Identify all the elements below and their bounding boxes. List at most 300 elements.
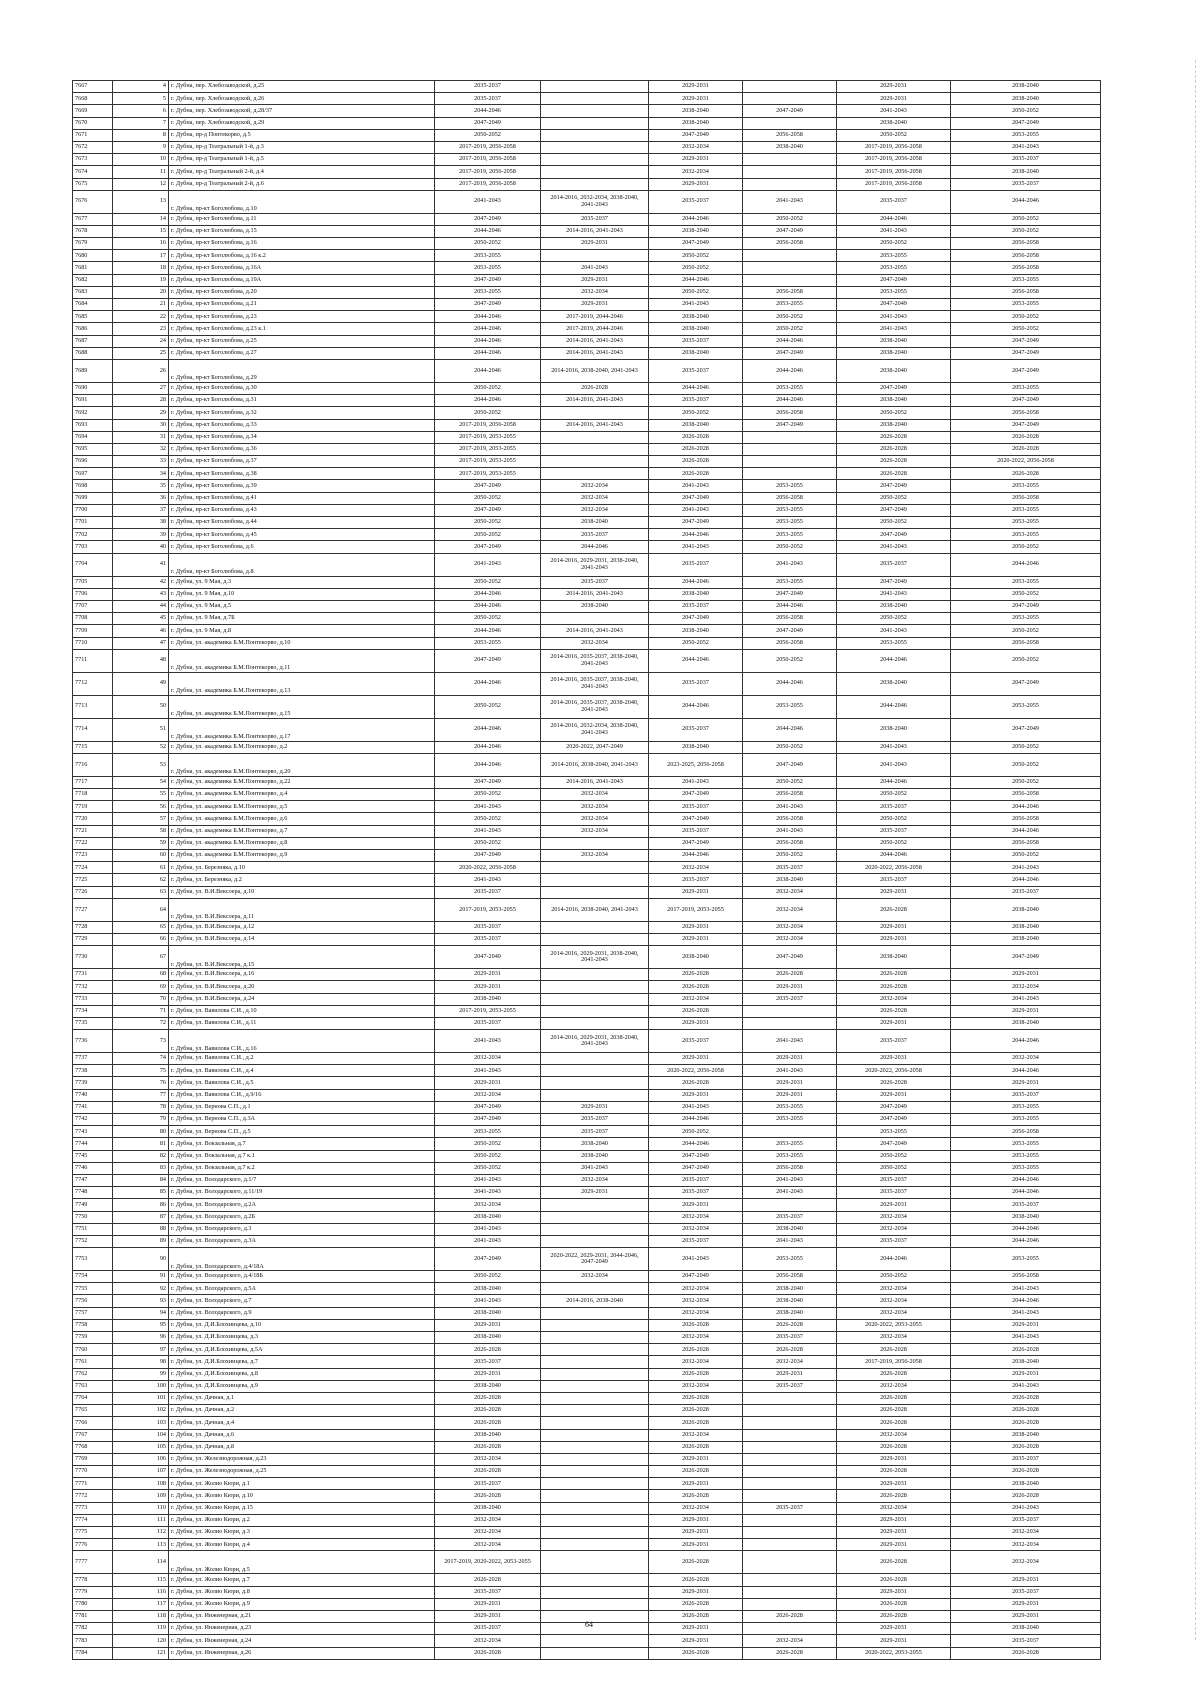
row-code-cell: 7776 <box>73 1539 113 1551</box>
period-6-cell: 2038-2040 <box>951 1429 1101 1441</box>
row-code-cell: 7740 <box>73 1089 113 1101</box>
period-1-cell: 2026-2028 <box>435 1490 541 1502</box>
period-3-cell: 2032-2034 <box>649 1502 743 1514</box>
period-3-cell: 2029-2031 <box>649 1514 743 1526</box>
address-cell: г. Дубна, ул. Березняка, д.2 <box>169 874 435 886</box>
table-row <box>73 1598 1101 1610</box>
address-cell: г. Дубна, пр-кт Боголюбова, д.19А <box>169 274 435 286</box>
table-row <box>73 1101 1101 1113</box>
period-6-cell: 2038-2040 <box>951 933 1101 945</box>
period-5-cell: 2029-2031 <box>837 1089 951 1101</box>
row-index-cell: 52 <box>113 741 169 753</box>
row-code-cell: 7711 <box>73 649 113 672</box>
period-3-cell: 2029-2031 <box>649 1539 743 1551</box>
row-code-cell: 7766 <box>73 1417 113 1429</box>
row-code-cell: 7744 <box>73 1138 113 1150</box>
period-2-cell <box>541 1527 649 1539</box>
period-5-cell: 2020-2022, 2056-2058 <box>837 1065 951 1077</box>
period-1-cell: 2047-2049 <box>435 850 541 862</box>
period-2-cell <box>541 1344 649 1356</box>
period-1-cell: 2041-2043 <box>435 1030 541 1053</box>
period-6-cell: 2026-2028 <box>951 1344 1101 1356</box>
period-5-cell: 2026-2028 <box>837 1417 951 1429</box>
row-index-cell: 112 <box>113 1527 169 1539</box>
period-3-cell: 2038-2040 <box>649 625 743 637</box>
period-6-cell: 2038-2040 <box>951 1017 1101 1029</box>
table-row <box>73 1199 1101 1211</box>
period-4-cell <box>743 1441 837 1453</box>
period-5-cell: 2029-2031 <box>837 1635 951 1647</box>
period-5-cell: 2038-2040 <box>837 946 951 969</box>
period-2-cell <box>541 837 649 849</box>
row-index-cell: 59 <box>113 837 169 849</box>
period-5-cell: 2029-2031 <box>837 1453 951 1465</box>
row-code-cell: 7753 <box>73 1248 113 1271</box>
period-6-cell: 2044-2046 <box>951 1030 1101 1053</box>
row-code-cell: 7696 <box>73 456 113 468</box>
period-6-cell: 2041-2043 <box>951 1283 1101 1295</box>
row-code-cell: 7717 <box>73 776 113 788</box>
period-1-cell: 2050-2052 <box>435 576 541 588</box>
table-row <box>73 456 1101 468</box>
table-row <box>73 1417 1101 1429</box>
row-index-cell: 32 <box>113 443 169 455</box>
address-cell: г. Дубна, ул. Д.И.Блохинцева, д.3 <box>169 1332 435 1344</box>
period-5-cell: 2041-2043 <box>837 323 951 335</box>
period-2-cell <box>541 1199 649 1211</box>
period-3-cell: 2035-2037 <box>649 825 743 837</box>
address-cell: г. Дубна, ул. 9 Мая, д.8 <box>169 625 435 637</box>
row-code-cell: 7687 <box>73 335 113 347</box>
row-code-cell: 7762 <box>73 1368 113 1380</box>
period-6-cell: 2038-2040 <box>951 1211 1101 1223</box>
period-3-cell: 2029-2031 <box>649 1453 743 1465</box>
row-index-cell: 80 <box>113 1126 169 1138</box>
period-4-cell: 2056-2058 <box>743 613 837 625</box>
period-2-cell: 2032-2034 <box>541 637 649 649</box>
row-code-cell: 7741 <box>73 1101 113 1113</box>
row-code-cell: 7698 <box>73 480 113 492</box>
address-cell: г. Дубна, ул. 9 Мая, д.10 <box>169 588 435 600</box>
period-5-cell: 2029-2031 <box>837 921 951 933</box>
address-cell: г. Дубна, пр-кт Боголюбова, д.41 <box>169 492 435 504</box>
row-index-cell: 54 <box>113 776 169 788</box>
period-4-cell <box>743 1527 837 1539</box>
period-5-cell: 2050-2052 <box>837 1162 951 1174</box>
period-6-cell: 2029-2031 <box>951 969 1101 981</box>
period-1-cell: 2044-2046 <box>435 323 541 335</box>
table-row <box>73 541 1101 553</box>
period-5-cell: 2026-2028 <box>837 443 951 455</box>
period-1-cell: 2050-2052 <box>435 1162 541 1174</box>
period-5-cell: 2017-2019, 2056-2058 <box>837 1356 951 1368</box>
table-row <box>73 1017 1101 1029</box>
period-5-cell: 2047-2049 <box>837 529 951 541</box>
row-code-cell: 7673 <box>73 154 113 166</box>
period-3-cell: 2035-2037 <box>649 600 743 612</box>
period-4-cell: 2053-2055 <box>743 299 837 311</box>
row-code-cell: 7734 <box>73 1005 113 1017</box>
period-2-cell: 2035-2037 <box>541 576 649 588</box>
period-6-cell: 2032-2034 <box>951 1539 1101 1551</box>
period-5-cell: 2038-2040 <box>837 117 951 129</box>
row-code-cell: 7784 <box>73 1647 113 1659</box>
period-3-cell: 2047-2049 <box>649 813 743 825</box>
address-cell: г. Дубна, ул. академика Б.М.Понтекорво, д.20 <box>169 753 435 776</box>
address-cell: г. Дубна, пр-кт Боголюбова, д.34 <box>169 431 435 443</box>
period-1-cell: 2041-2043 <box>435 190 541 213</box>
period-4-cell: 2056-2058 <box>743 238 837 250</box>
row-code-cell: 7755 <box>73 1283 113 1295</box>
period-4-cell: 2056-2058 <box>743 789 837 801</box>
period-3-cell: 2038-2040 <box>649 419 743 431</box>
period-1-cell: 2032-2034 <box>435 1089 541 1101</box>
period-4-cell: 2044-2046 <box>743 395 837 407</box>
address-cell: г. Дубна, ул. Володарского, д.1/7 <box>169 1174 435 1186</box>
period-4-cell: 2035-2037 <box>743 1332 837 1344</box>
period-5-cell: 2029-2031 <box>837 81 951 93</box>
address-cell: г. Дубна, пр-д Театральный 2-й, д.6 <box>169 178 435 190</box>
table-row <box>73 600 1101 612</box>
row-index-cell: 118 <box>113 1610 169 1622</box>
period-6-cell: 2053-2055 <box>951 1162 1101 1174</box>
period-5-cell: 2047-2049 <box>837 480 951 492</box>
table-row <box>73 1271 1101 1283</box>
period-2-cell: 2014-2016, 2041-2043 <box>541 625 649 637</box>
period-3-cell: 2047-2049 <box>649 789 743 801</box>
period-5-cell: 2050-2052 <box>837 517 951 529</box>
row-code-cell: 7754 <box>73 1271 113 1283</box>
period-3-cell: 2026-2028 <box>649 1417 743 1429</box>
period-2-cell: 2014-2016, 2035-2037, 2038-2040, 2041-2043 <box>541 672 649 695</box>
period-1-cell: 2038-2040 <box>435 993 541 1005</box>
row-code-cell: 7686 <box>73 323 113 335</box>
row-index-cell: 68 <box>113 969 169 981</box>
period-2-cell: 2014-2016, 2038-2040, 2041-2043 <box>541 753 649 776</box>
row-index-cell: 93 <box>113 1295 169 1307</box>
period-4-cell: 2038-2040 <box>743 1307 837 1319</box>
period-6-cell: 2026-2028 <box>951 468 1101 480</box>
period-2-cell: 2035-2037 <box>541 529 649 541</box>
period-1-cell: 2050-2052 <box>435 129 541 141</box>
address-cell: г. Дубна, ул. Жолио Кюри, д.15 <box>169 1502 435 1514</box>
period-4-cell: 2032-2034 <box>743 1635 837 1647</box>
period-3-cell: 2038-2040 <box>649 946 743 969</box>
period-1-cell: 2050-2052 <box>435 529 541 541</box>
period-4-cell: 2026-2028 <box>743 1319 837 1331</box>
address-cell: г. Дубна, ул. Вернова С.П., д.3А <box>169 1114 435 1126</box>
period-4-cell <box>743 468 837 480</box>
period-6-cell: 2041-2043 <box>951 862 1101 874</box>
period-3-cell: 2029-2031 <box>649 154 743 166</box>
period-1-cell: 2044-2046 <box>435 335 541 347</box>
row-code-cell: 7764 <box>73 1392 113 1404</box>
row-index-cell: 85 <box>113 1187 169 1199</box>
row-code-cell: 7768 <box>73 1441 113 1453</box>
address-cell: г. Дубна, ул. Д.И.Блохинцева, д.9 <box>169 1380 435 1392</box>
table-row <box>73 1514 1101 1526</box>
period-3-cell: 2047-2049 <box>649 613 743 625</box>
row-index-cell: 101 <box>113 1392 169 1404</box>
period-1-cell: 2035-2037 <box>435 1586 541 1598</box>
period-6-cell: 2029-2031 <box>951 1368 1101 1380</box>
address-cell: г. Дубна, ул. академика Б.М.Понтекорво, д.6 <box>169 813 435 825</box>
period-1-cell: 2026-2028 <box>435 1405 541 1417</box>
period-5-cell: 2038-2040 <box>837 600 951 612</box>
address-cell: г. Дубна, пр-кт Боголюбова, д.11 <box>169 213 435 225</box>
table-row <box>73 1332 1101 1344</box>
row-code-cell: 7727 <box>73 898 113 921</box>
period-4-cell: 2053-2055 <box>743 480 837 492</box>
row-code-cell: 7699 <box>73 492 113 504</box>
period-5-cell: 2041-2043 <box>837 311 951 323</box>
row-code-cell: 7676 <box>73 190 113 213</box>
period-2-cell <box>541 93 649 105</box>
address-cell: г. Дубна, пр-кт Боголюбова, д.21 <box>169 299 435 311</box>
address-cell: г. Дубна, ул. Володарского, д.4/18Б <box>169 1271 435 1283</box>
period-5-cell: 2038-2040 <box>837 335 951 347</box>
table-row <box>73 886 1101 898</box>
period-5-cell: 2035-2037 <box>837 874 951 886</box>
period-2-cell: 2014-2016, 2038-2040, 2041-2043 <box>541 898 649 921</box>
period-5-cell: 2026-2028 <box>837 898 951 921</box>
period-5-cell: 2032-2034 <box>837 1223 951 1235</box>
table-row <box>73 395 1101 407</box>
period-2-cell <box>541 1283 649 1295</box>
row-index-cell: 110 <box>113 1502 169 1514</box>
period-3-cell: 2026-2028 <box>649 1319 743 1331</box>
period-5-cell: 2032-2034 <box>837 1211 951 1223</box>
period-5-cell: 2029-2031 <box>837 1017 951 1029</box>
period-3-cell: 2035-2037 <box>649 1174 743 1186</box>
row-index-cell: 72 <box>113 1017 169 1029</box>
row-index-cell: 103 <box>113 1417 169 1429</box>
period-3-cell: 2038-2040 <box>649 741 743 753</box>
period-5-cell: 2050-2052 <box>837 1150 951 1162</box>
row-code-cell: 7697 <box>73 468 113 480</box>
row-code-cell: 7731 <box>73 969 113 981</box>
period-2-cell: 2038-2040 <box>541 600 649 612</box>
period-3-cell: 2035-2037 <box>649 359 743 382</box>
period-3-cell: 2038-2040 <box>649 105 743 117</box>
row-code-cell: 7720 <box>73 813 113 825</box>
period-1-cell: 2050-2052 <box>435 407 541 419</box>
period-1-cell: 2017-2019, 2056-2058 <box>435 166 541 178</box>
period-5-cell: 2050-2052 <box>837 492 951 504</box>
row-index-cell: 100 <box>113 1380 169 1392</box>
period-3-cell: 2026-2028 <box>649 443 743 455</box>
address-cell: г. Дубна, пр-кт Боголюбова, д.20 <box>169 286 435 298</box>
table-row <box>73 946 1101 969</box>
period-6-cell: 2020-2022, 2056-2058 <box>951 456 1101 468</box>
address-cell: г. Дубна, ул. Жолио Кюри, д.8 <box>169 1586 435 1598</box>
address-cell: г. Дубна, ул. 9 Мая, д.3 <box>169 576 435 588</box>
period-6-cell: 2035-2037 <box>951 178 1101 190</box>
period-2-cell <box>541 443 649 455</box>
row-index-cell: 104 <box>113 1429 169 1441</box>
period-2-cell: 2014-2016, 2029-2031, 2038-2040, 2041-2043 <box>541 553 649 576</box>
period-4-cell <box>743 1199 837 1211</box>
period-4-cell: 2056-2058 <box>743 813 837 825</box>
address-cell: г. Дубна, ул. Вавилова С.И., д.11 <box>169 1017 435 1029</box>
period-3-cell: 2044-2046 <box>649 649 743 672</box>
address-cell: г. Дубна, ул. Жолио Кюри, д.2 <box>169 1514 435 1526</box>
row-index-cell: 45 <box>113 613 169 625</box>
row-code-cell: 7721 <box>73 825 113 837</box>
table-row <box>73 347 1101 359</box>
row-index-cell: 95 <box>113 1319 169 1331</box>
period-4-cell: 2044-2046 <box>743 359 837 382</box>
table-row <box>73 1223 1101 1235</box>
period-5-cell: 2035-2037 <box>837 553 951 576</box>
period-1-cell: 2035-2037 <box>435 81 541 93</box>
period-1-cell: 2050-2052 <box>435 1271 541 1283</box>
row-index-cell: 42 <box>113 576 169 588</box>
row-code-cell: 7708 <box>73 613 113 625</box>
table-row <box>73 625 1101 637</box>
address-cell: г. Дубна, пр-кт Боголюбова, д.43 <box>169 504 435 516</box>
period-3-cell: 2029-2031 <box>649 1089 743 1101</box>
period-3-cell: 2032-2034 <box>649 1380 743 1392</box>
row-code-cell: 7681 <box>73 262 113 274</box>
period-5-cell: 2041-2043 <box>837 753 951 776</box>
row-code-cell: 7747 <box>73 1174 113 1186</box>
period-6-cell: 2038-2040 <box>951 1356 1101 1368</box>
period-3-cell: 2035-2037 <box>649 395 743 407</box>
table-row <box>73 1005 1101 1017</box>
address-cell: г. Дубна, пр-кт Боголюбова, д.33 <box>169 419 435 431</box>
period-6-cell: 2053-2055 <box>951 504 1101 516</box>
row-code-cell: 7684 <box>73 299 113 311</box>
period-5-cell: 2026-2028 <box>837 1490 951 1502</box>
period-6-cell: 2053-2055 <box>951 1114 1101 1126</box>
table-row <box>73 1478 1101 1490</box>
period-4-cell <box>743 1574 837 1586</box>
row-index-cell: 116 <box>113 1586 169 1598</box>
table-row <box>73 1187 1101 1199</box>
address-cell: г. Дубна, ул. Володарского, д.2Б <box>169 1211 435 1223</box>
period-6-cell: 2053-2055 <box>951 1138 1101 1150</box>
period-2-cell <box>541 1223 649 1235</box>
period-2-cell <box>541 81 649 93</box>
period-3-cell: 2032-2034 <box>649 1356 743 1368</box>
address-cell: г. Дубна, ул. Инженерная, д.23 <box>169 1623 435 1635</box>
period-4-cell: 2056-2058 <box>743 492 837 504</box>
period-6-cell: 2050-2052 <box>951 105 1101 117</box>
period-6-cell: 2041-2043 <box>951 1380 1101 1392</box>
address-cell: г. Дубна, пр-кт Боголюбова, д.10 <box>169 190 435 213</box>
period-6-cell: 2056-2058 <box>951 1271 1101 1283</box>
period-2-cell <box>541 178 649 190</box>
period-5-cell: 2029-2031 <box>837 1586 951 1598</box>
period-1-cell: 2017-2019, 2053-2055 <box>435 1005 541 1017</box>
table-row <box>73 1429 1101 1441</box>
period-1-cell: 2035-2037 <box>435 933 541 945</box>
period-6-cell: 2026-2028 <box>951 1441 1101 1453</box>
period-2-cell: 2032-2034 <box>541 825 649 837</box>
row-index-cell: 67 <box>113 946 169 969</box>
period-3-cell: 2029-2031 <box>649 1478 743 1490</box>
row-code-cell: 7726 <box>73 886 113 898</box>
period-6-cell: 2026-2028 <box>951 431 1101 443</box>
row-index-cell: 47 <box>113 637 169 649</box>
period-3-cell: 2035-2037 <box>649 1235 743 1247</box>
row-index-cell: 79 <box>113 1114 169 1126</box>
row-index-cell: 17 <box>113 250 169 262</box>
period-4-cell: 2041-2043 <box>743 1030 837 1053</box>
table-row <box>73 225 1101 237</box>
period-3-cell: 2044-2046 <box>649 1138 743 1150</box>
row-index-cell: 77 <box>113 1089 169 1101</box>
period-1-cell: 2017-2019, 2020-2022, 2053-2055 <box>435 1551 541 1574</box>
period-1-cell: 2047-2049 <box>435 946 541 969</box>
period-3-cell: 2047-2049 <box>649 837 743 849</box>
period-3-cell: 2029-2031 <box>649 921 743 933</box>
table-row <box>73 776 1101 788</box>
row-code-cell: 7782 <box>73 1623 113 1635</box>
address-cell: г. Дубна, пр-кт Боголюбова, д.6 <box>169 541 435 553</box>
period-6-cell: 2041-2043 <box>951 1332 1101 1344</box>
period-3-cell: 2026-2028 <box>649 1344 743 1356</box>
address-cell: г. Дубна, ул. Инженерная, д.21 <box>169 1610 435 1622</box>
row-code-cell: 7677 <box>73 213 113 225</box>
table-row <box>73 323 1101 335</box>
period-6-cell: 2053-2055 <box>951 274 1101 286</box>
row-code-cell: 7710 <box>73 637 113 649</box>
table-row <box>73 1283 1101 1295</box>
period-4-cell <box>743 1490 837 1502</box>
period-6-cell: 2050-2052 <box>951 850 1101 862</box>
period-5-cell: 2029-2031 <box>837 1527 951 1539</box>
period-3-cell: 2041-2043 <box>649 480 743 492</box>
row-index-cell: 21 <box>113 299 169 311</box>
period-5-cell: 2038-2040 <box>837 718 951 741</box>
address-cell: г. Дубна, ул. Железнодорожная, д.25 <box>169 1466 435 1478</box>
period-2-cell <box>541 154 649 166</box>
period-4-cell: 2056-2058 <box>743 1162 837 1174</box>
period-4-cell: 2026-2028 <box>743 1610 837 1622</box>
row-code-cell: 7703 <box>73 541 113 553</box>
table-row <box>73 250 1101 262</box>
table-row <box>73 1235 1101 1247</box>
period-6-cell: 2029-2031 <box>951 1077 1101 1089</box>
period-5-cell: 2041-2043 <box>837 588 951 600</box>
row-index-cell: 33 <box>113 456 169 468</box>
table-row <box>73 154 1101 166</box>
period-5-cell: 2026-2028 <box>837 1441 951 1453</box>
period-2-cell <box>541 468 649 480</box>
address-cell: г. Дубна, ул. Володарского, д.3 <box>169 1223 435 1235</box>
repair-schedule-table <box>72 80 1101 1660</box>
period-6-cell: 2056-2058 <box>951 262 1101 274</box>
period-5-cell: 2050-2052 <box>837 813 951 825</box>
period-5-cell: 2026-2028 <box>837 1392 951 1404</box>
row-code-cell: 7682 <box>73 274 113 286</box>
row-code-cell: 7743 <box>73 1126 113 1138</box>
period-3-cell: 2044-2046 <box>649 529 743 541</box>
period-5-cell: 2026-2028 <box>837 1344 951 1356</box>
address-cell: г. Дубна, ул. Вокзальная, д.7 к.1 <box>169 1150 435 1162</box>
period-6-cell: 2047-2049 <box>951 600 1101 612</box>
row-index-cell: 8 <box>113 129 169 141</box>
table-row <box>73 637 1101 649</box>
address-cell: г. Дубна, ул. В.И.Векслера, д.16 <box>169 969 435 981</box>
row-code-cell: 7719 <box>73 801 113 813</box>
period-5-cell: 2035-2037 <box>837 825 951 837</box>
period-4-cell: 2053-2055 <box>743 1150 837 1162</box>
period-3-cell: 2035-2037 <box>649 801 743 813</box>
period-6-cell: 2026-2028 <box>951 1490 1101 1502</box>
